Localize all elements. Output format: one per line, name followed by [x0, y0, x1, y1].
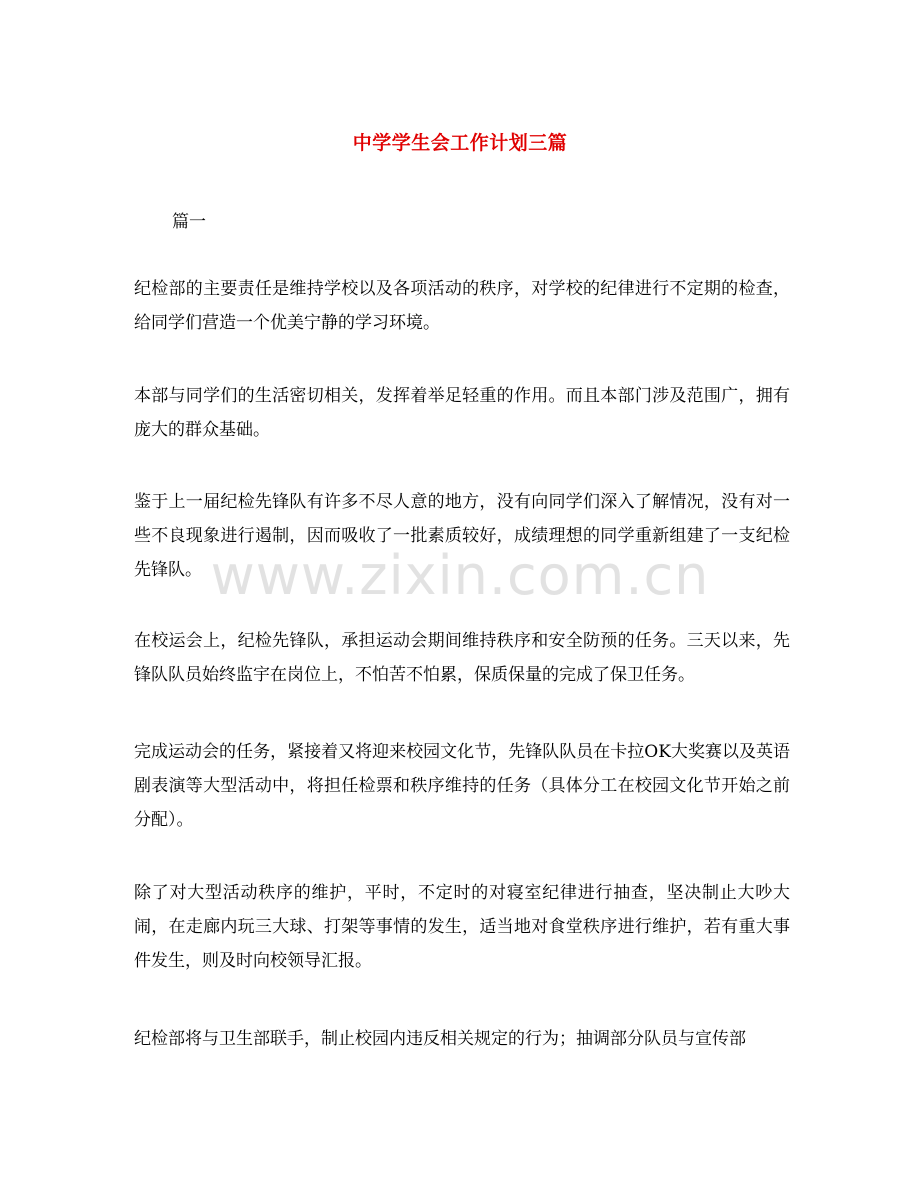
paragraph-3: 鉴于上一届纪检先锋队有许多不尽人意的地方，没有向同学们深入了解情况，没有对一些不良现象进行遏制，因而吸收了一批素质较好，成绩理想的同学重新组建了一支纪检先锋队。 [134, 492, 790, 580]
watermark: www.zixin.com.cn [210, 544, 710, 607]
paragraph-2: 本部与同学们的生活密切相关，发挥着举足轻重的作用。而且本部门涉及范围广，拥有庞大的群众基础。 [134, 386, 790, 440]
paragraph-4: 在校运会上，纪检先锋队，承担运动会期间维持秩序和安全防预的任务。三天以来，先锋队队员始终监宇在岗位上，不怕苦不怕累，保质保量的完成了保卫任务。 [134, 631, 790, 685]
paragraph-7: 纪检部将与卫生部联手，制止校园内违反相关规定的行为；抽调部分队员与宣传部 [134, 1029, 746, 1049]
section-heading: 篇一 [172, 212, 206, 232]
paragraph-6: 除了对大型活动秩序的维护，平时，不定时的对寝室纪律进行抽查，坚决制止大吵大闹，在走廊内玩三大球、打架等事情的发生，适当地对食堂秩序进行维护，若有重大事件发生，则及时向校领导汇报。 [134, 883, 790, 971]
document-title: 中学学生会工作计划三篇 [352, 132, 568, 154]
paragraph-1: 纪检部的主要责任是维持学校以及各项活动的秩序，对学校的纪律进行不定期的检查，给同学们营造一个优美宁静的学习环境。 [134, 279, 790, 333]
paragraph-5: 完成运动会的任务，紧接着又将迎来校园文化节，先锋队队员在卡拉OK大奖赛以及英语剧表演等大型活动中，将担任检票和秩序维持的任务（具体分工在校园文化节开始之前分配）。 [134, 742, 790, 830]
